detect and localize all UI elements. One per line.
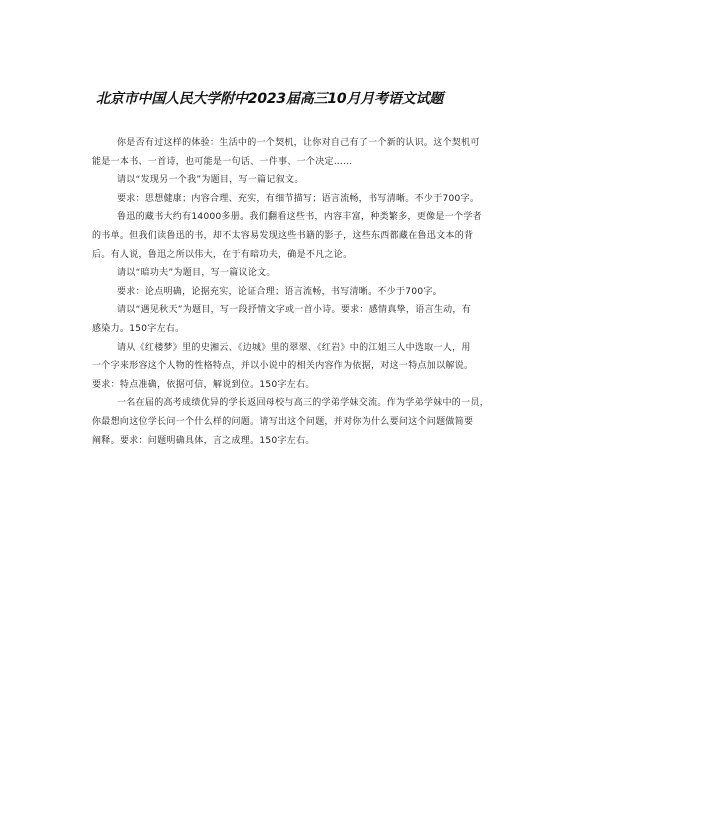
text-line: 鲁迅的藏书大约有14000多册。我们翻看这些书，内容丰富，种类繁多，更像是一个学者 [117, 212, 482, 223]
text-line: 要求：论点明确，论据充实，论证合理；语言流畅，书写清晰。不少于700字。 [117, 286, 442, 297]
document-title: 北京市中国人民大学附中2023届高三10月月考语文试题 [96, 91, 444, 107]
text-line: 请以“遇见秋天”为题目，写一段抒情文字或一首小诗。要求：感情真挚，语言生动，有 [117, 305, 472, 316]
text-line: 你最想向这位学长问一个什么样的问题。请写出这个问题，并对你为什么要问这个问题做简要 [92, 416, 474, 427]
text-line: 的书单。但我们读鲁迅的书，却不太容易发现这些书籍的影子，这些东西都藏在鲁迅文本的背 [92, 230, 474, 241]
text-line: 要求：思想健康；内容合理、充实，有细节描写；语言流畅，书写清晰。不少于700字。 [117, 193, 480, 204]
text-line: 能是一本书、一首诗，也可能是一句话、一件事、一个决定…… [92, 156, 353, 167]
document-body [92, 134, 554, 450]
text-line: 一个字来形容这个人物的性格特点，并以小说中的相关内容作为依据，对这一特点加以解说。 [92, 361, 474, 372]
text-line: 一名在届的高考成绩优异的学长返回母校与高三的学弟学妹交流。作为学弟学妹中的一员， [117, 398, 490, 409]
text-line: 感染力。150字左右。 [92, 323, 185, 334]
text-line: 你是否有过这样的体验：生活中的一个契机，让你对自己有了一个新的认识。这个契机可 [117, 138, 480, 148]
text-line: 请从《红楼梦》里的史湘云、《边城》里的翠翠、《红岩》中的江姐三人中选取一人，用 [117, 342, 471, 353]
text-line: 要求：特点准确，依据可信，解说到位。150字左右。 [92, 379, 315, 390]
text-line: 阐释。要求：问题明确具体，言之成理。150字左右。 [92, 435, 315, 446]
text-line: 请以“暗功夫”为题目，写一篇议论文。 [117, 268, 276, 279]
text-line: 请以“发现另一个我”为题目，写一篇记叙文。 [117, 175, 304, 186]
text-line: 后。有人说，鲁迅之所以伟大，在于有暗功夫，确是不凡之论。 [92, 249, 353, 260]
